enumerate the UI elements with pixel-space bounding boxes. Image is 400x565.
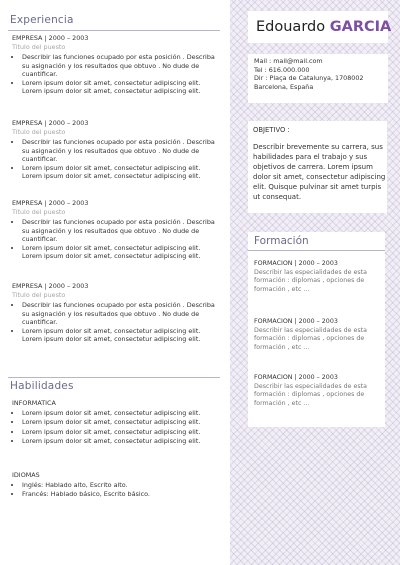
job-bullets (12, 138, 222, 180)
last-name: GARCIA (329, 19, 392, 35)
education-item (254, 260, 382, 294)
education-item (254, 374, 382, 408)
job-company: EMPRESA | 2000 – 2003 (12, 282, 89, 290)
job-bullet: • Lorem ipsum dolor sit amet, consectetur adipiscing elit. Lorem ipsum dolor sit amet, consectetur adipiscing elit. (22, 164, 222, 180)
job-position: Titulo del puesto (12, 291, 66, 300)
skills-divider (8, 377, 220, 378)
job-bullets (12, 218, 222, 260)
skill-item: • Lorem ipsum dolor sit amet, consectetur adipiscing elit. (22, 437, 222, 445)
contact-mail: Mail : mail@mail.com (254, 57, 323, 65)
skills-title: Habilidades (10, 380, 74, 392)
experience-divider (8, 30, 220, 31)
job-position: Titulo del puesto (12, 128, 66, 137)
education-item (254, 318, 382, 352)
education-text: Describir las especialidades de esta formación : diplomas , opciones de formación , etc ... (254, 268, 367, 293)
job-entry (12, 282, 222, 344)
job-company: EMPRESA | 2000 – 2003 (12, 119, 89, 127)
job-position: Titulo del puesto (12, 43, 66, 52)
contact-card (248, 54, 388, 103)
education-heading: FORMACION | 2000 – 2003 (254, 374, 338, 381)
language-item: • Francés: Hablado básico, Escrito básico. (22, 490, 222, 498)
education-title: Formación (254, 235, 309, 247)
experience-title: Experiencia (10, 14, 74, 26)
job-bullet: • Describir las funciones ocupado por esta posición . Describa su asignación y los resultados que obtuvo . No dude de cuantificar. (22, 301, 222, 326)
education-heading: FORMACION | 2000 – 2003 (254, 260, 338, 267)
education-text: Describir las especialidades de esta formación : diplomas , opciones de formación , etc ... (254, 382, 367, 407)
contact-city: Barcelona, España (254, 82, 314, 91)
objective-text: Describir brevemente su carrera, sus habilidades para el trabajo y sus objetivos de carrera. Lorem ipsum dolor sit amet, consectetur adipiscing elit. Quisque pulvinar sit amet turpis ut consequat. (253, 143, 386, 201)
skill-item: • Lorem ipsum dolor sit amet, consectetur adipiscing elit. (22, 418, 222, 426)
skill-item: • Lorem ipsum dolor sit amet, consectetur adipiscing elit. (22, 428, 222, 436)
objective-card (248, 121, 387, 213)
job-bullet: • Lorem ipsum dolor sit amet, consectetur adipiscing elit. Lorem ipsum dolor sit amet, consectetur adipiscing elit. (22, 79, 222, 95)
education-text: Describir las especialidades de esta formación : diplomas , opciones de formación , etc ... (254, 326, 367, 351)
language-item: • Inglés: Hablado alto, Escrito alto. (22, 481, 222, 489)
job-position: Titulo del puesto (12, 208, 66, 217)
job-entry (12, 199, 222, 261)
skills-idiomas (12, 471, 222, 500)
job-bullet: • Lorem ipsum dolor sit amet, consectetur adipiscing elit. Lorem ipsum dolor sit amet, consectetur adipiscing elit. (22, 327, 222, 343)
job-bullet: • Describir las funciones ocupado por esta posición . Describa su asignación y los resultados que obtuvo . No dude de cuantificar. (22, 218, 222, 243)
job-bullet: • Describir las funciones ocupado por esta posición . Describa su asignación y los resultados que obtuvo . No dude de cuantificar. (22, 138, 222, 163)
skills-group-title: INFORMATICA (12, 399, 56, 407)
education-divider (248, 250, 385, 251)
skills-list (12, 409, 222, 445)
education-heading: FORMACION | 2000 – 2003 (254, 318, 338, 325)
skills-group-title: IDIOMAS (12, 471, 40, 479)
objective-title: OBJETIVO : (253, 126, 290, 134)
job-company: EMPRESA | 2000 – 2003 (12, 199, 89, 207)
job-bullet: • Describir las funciones ocupado por esta posición . Describa su asignación y los resultados que obtuvo . No dude de cuantificar. (22, 53, 222, 78)
job-bullets (12, 53, 222, 95)
full-name (256, 19, 391, 35)
contact-tel: Tel : 616.000.000 (254, 65, 310, 74)
job-bullets (12, 301, 222, 343)
job-entry (12, 119, 222, 181)
skill-item: • Lorem ipsum dolor sit amet, consectetur adipiscing elit. (22, 409, 222, 417)
contact-address: Dir : Plaça de Catalunya, 1708002 (254, 74, 364, 82)
first-name: Edouardo (256, 19, 326, 35)
education-card (248, 232, 385, 427)
skills-list (12, 481, 222, 498)
skills-informatica (12, 399, 222, 446)
job-entry (12, 34, 222, 96)
job-bullet: • Lorem ipsum dolor sit amet, consectetur adipiscing elit. Lorem ipsum dolor sit amet, consectetur adipiscing elit. (22, 244, 222, 260)
job-company: EMPRESA | 2000 – 2003 (12, 34, 89, 42)
name-header (248, 11, 392, 43)
